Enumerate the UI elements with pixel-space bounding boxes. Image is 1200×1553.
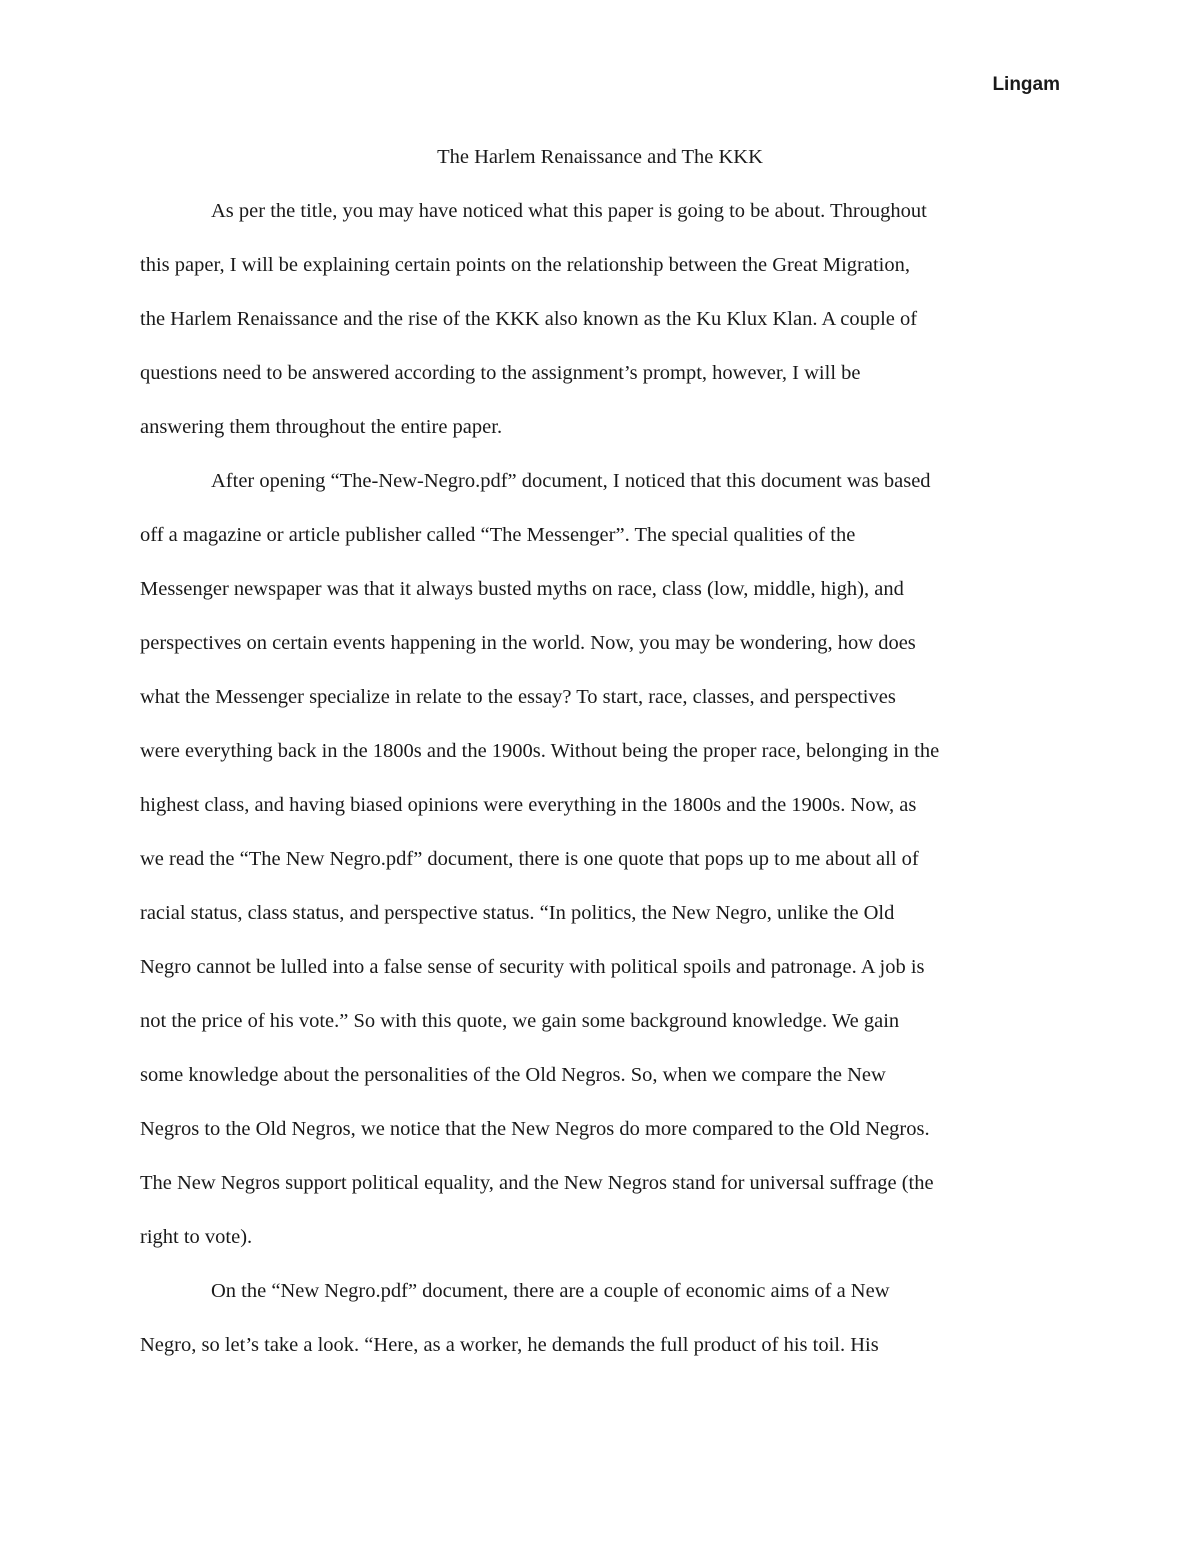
text-line: questions need to be answered according to the assignment’s prompt, however, I will be xyxy=(140,362,861,384)
text-line: racial status, class status, and perspective status. “In politics, the New Negro, unlike the Old xyxy=(140,902,895,924)
text-line: As per the title, you may have noticed what this paper is going to be about. Throughout xyxy=(211,200,927,222)
text-line: Negros to the Old Negros, we notice that the New Negros do more compared to the Old Negros. xyxy=(140,1118,930,1140)
text-line: perspectives on certain events happening in the world. Now, you may be wondering, how does xyxy=(140,632,916,654)
text-line: Negro cannot be lulled into a false sense of security with political spoils and patronage. A job is xyxy=(140,956,925,978)
text-line: some knowledge about the personalities of the Old Negros. So, when we compare the New xyxy=(140,1064,886,1086)
text-line: we read the “The New Negro.pdf” document, there is one quote that pops up to me about all of xyxy=(140,848,919,870)
text-line: Negro, so let’s take a look. “Here, as a worker, he demands the full product of his toil. His xyxy=(140,1334,879,1356)
paragraph-1 xyxy=(140,184,1060,454)
text-line: the Harlem Renaissance and the rise of the KKK also known as the Ku Klux Klan. A couple of xyxy=(140,308,918,330)
paragraph-2 xyxy=(140,454,1060,1264)
document-body xyxy=(140,130,1060,1372)
text-line: The New Negros support political equality, and the New Negros stand for universal suffrage (the xyxy=(140,1172,934,1194)
document-title: The Harlem Renaissance and The KKK xyxy=(437,146,763,168)
text-line: not the price of his vote.” So with this quote, we gain some background knowledge. We gain xyxy=(140,1010,900,1032)
text-line: answering them throughout the entire paper. xyxy=(140,416,503,438)
text-line: Messenger newspaper was that it always busted myths on race, class (low, middle, high), and xyxy=(140,578,904,600)
paragraph-3 xyxy=(140,1264,1060,1372)
author-header: Lingam xyxy=(992,74,1060,95)
text-line: off a magazine or article publisher called “The Messenger”. The special qualities of the xyxy=(140,524,856,546)
text-line: On the “New Negro.pdf” document, there are a couple of economic aims of a New xyxy=(211,1280,890,1302)
text-line: what the Messenger specialize in relate to the essay? To start, race, classes, and perspectives xyxy=(140,686,896,708)
text-line: right to vote). xyxy=(140,1226,253,1248)
text-line: After opening “The-New-Negro.pdf” document, I noticed that this document was based xyxy=(211,470,931,492)
text-line: highest class, and having biased opinions were everything in the 1800s and the 1900s. Now, as xyxy=(140,794,917,816)
text-line: this paper, I will be explaining certain points on the relationship between the Great Migration, xyxy=(140,254,910,276)
text-line: were everything back in the 1800s and the 1900s. Without being the proper race, belonging in the xyxy=(140,740,940,762)
